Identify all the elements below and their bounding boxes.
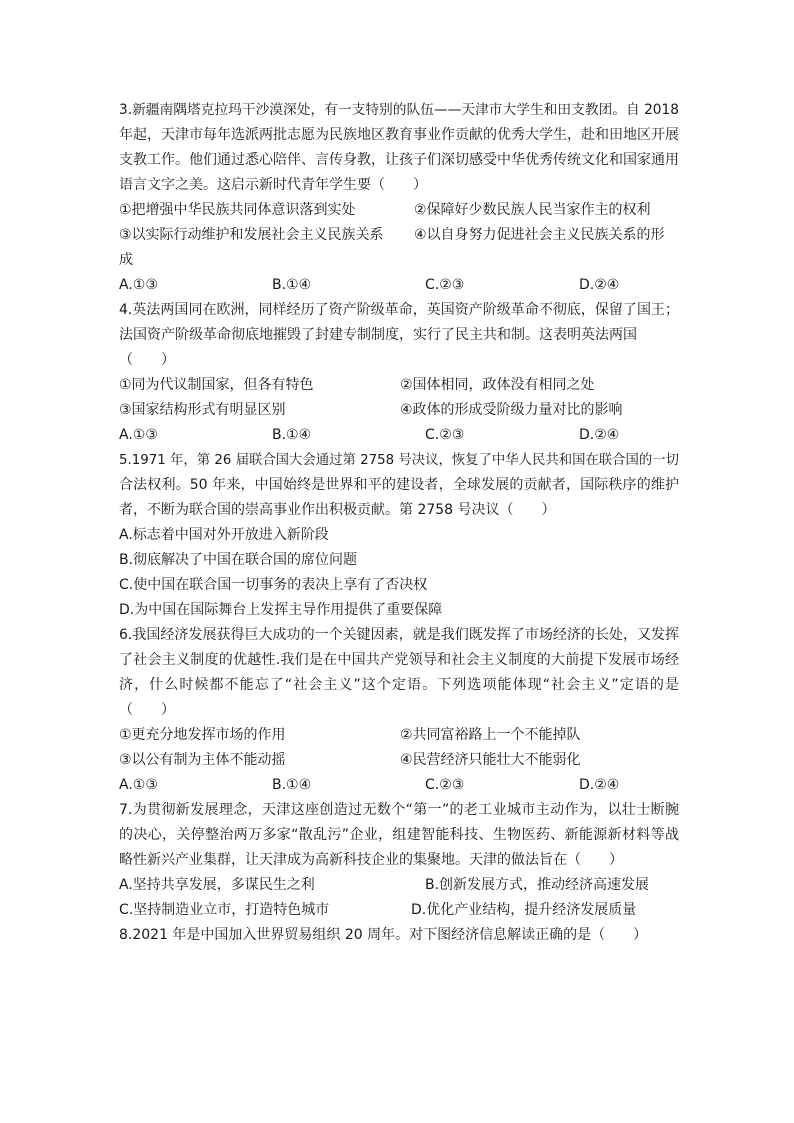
q3-statement-4: ④以自身努力促进社会主义民族关系的形 — [414, 227, 665, 243]
q5-option-b: B.彻底解决了中国在联合国的席位问题 — [119, 552, 358, 568]
q4-statement-3: ③国家结构形式有明显区别 — [119, 402, 286, 418]
q3-choice-c: C.②③ — [425, 277, 465, 293]
q6-stem-line-1: 6.我国经济发展获得巨大成功的一个关键因素，就是我们既发挥了市场经济的长处，又发挥 — [119, 627, 679, 643]
q3-stem-line-1: 3.新疆南隅塔克拉玛干沙漠深处，有一支特别的队伍——天津市大学生和田支教团。自 2018 — [119, 102, 679, 118]
q6-stem-line-3: 济，什么时候都不能忘了“社会主义”这个定语。下列选项能体现“社会主义”定语的是 — [119, 677, 679, 693]
q5-option-a: A.标志着中国对外开放进入新阶段 — [119, 527, 329, 543]
q3-stem-line-3: 支教工作。他们通过悉心陪伴、言传身教，让孩子们深切感受中华优秀传统文化和国家通用 — [119, 152, 679, 168]
q3-stem-line-4: 语言文字之美。这启示新时代青年学生要（ ） — [119, 177, 427, 193]
q3-statement-4-cont: 成 — [119, 252, 133, 268]
q6-statement-4: ④民营经济只能壮大不能弱化 — [400, 752, 581, 768]
q7-stem-line-3: 略性新兴产业集群，让天津成为高新科技企业的集聚地。天津的做法旨在（ ） — [119, 852, 623, 868]
q5-stem-line-2: 合法权利。50 年来，中国始终是世界和平的建设者，全球发展的贡献者，国际秩序的维护 — [119, 477, 679, 493]
q5-option-d: D.为中国在国际舞台上发挥主导作用提供了重要保障 — [119, 602, 443, 618]
q3-choice-d: D.②④ — [579, 277, 620, 293]
q6-statement-2: ②共同富裕路上一个不能掉队 — [400, 727, 581, 743]
q6-choice-a: A.①③ — [119, 777, 158, 793]
q3-choice-a: A.①③ — [119, 277, 158, 293]
q7-option-a: A.坚持共享发展，多谋民生之利 — [119, 877, 315, 893]
q3-stem-line-2: 年起，天津市每年选派两批志愿为民族地区教育事业作贡献的优秀大学生，赴和田地区开展 — [119, 127, 679, 143]
q6-choice-d: D.②④ — [579, 777, 620, 793]
q4-stem-line-1: 4.英法两国同在欧洲，同样经历了资产阶级革命，英国资产阶级革命不彻底，保留了国王； — [119, 302, 679, 318]
q6-statement-1: ①更充分地发挥市场的作用 — [119, 727, 286, 743]
q5-stem-line-3: 者，不断为联合国的崇高事业作出积极贡献。第 2758 号决议（ ） — [119, 502, 556, 518]
q4-statement-4: ④政体的形成受阶级力量对比的影响 — [400, 402, 623, 418]
q6-stem-line-2: 了社会主义制度的优越性.我们是在中国共产党领导和社会主义制度的大前提下发展市场经 — [119, 652, 679, 668]
q4-statement-2: ②国体相同，政体没有相同之处 — [400, 377, 595, 393]
q4-choice-d: D.②④ — [579, 427, 620, 443]
q3-statement-2: ②保障好少数民族人民当家作主的权利 — [414, 202, 651, 218]
q8-stem-line-1: 8.2021 年是中国加入世界贸易组织 20 周年。对下图经济信息解读正确的是（ ） — [119, 927, 648, 943]
q4-choice-b: B.①④ — [272, 427, 312, 443]
q7-option-c: C.坚持制造业立市，打造特色城市 — [119, 902, 330, 918]
q7-stem-line-1: 7.为贯彻新发展理念，天津这座创造过无数个“第一”的老工业城市主动作为，以壮士断腕 — [119, 802, 679, 818]
q5-option-c: C.使中国在联合国一切事务的表决上享有了否决权 — [119, 577, 428, 593]
q6-stem-line-4: （ ） — [119, 702, 175, 718]
q4-choice-c: C.②③ — [425, 427, 465, 443]
q7-option-d: D.优化产业结构，提升经济发展质量 — [411, 902, 637, 918]
q4-stem-line-3: （ ） — [119, 352, 175, 368]
q7-stem-line-2: 的决心，关停整治两万多家“散乱污”企业，组建智能科技、生物医药、新能源新材料等战 — [119, 827, 679, 843]
q3-statement-1: ①把增强中华民族共同体意识落到实处 — [119, 202, 356, 218]
q3-statement-3: ③以实际行动维护和发展社会主义民族关系 — [119, 227, 384, 243]
q4-statement-1: ①同为代议制国家，但各有特色 — [119, 377, 314, 393]
q6-choice-c: C.②③ — [425, 777, 465, 793]
q7-option-b: B.创新发展方式，推动经济高速发展 — [425, 877, 650, 893]
q6-statement-3: ③以公有制为主体不能动摇 — [119, 752, 286, 768]
q4-stem-line-2: 法国资产阶级革命彻底地摧毁了封建专制制度，实行了民主共和制。这表明英法两国 — [119, 327, 637, 343]
q5-stem-line-1: 5.1971 年，第 26 届联合国大会通过第 2758 号决议，恢复了中华人民共和国在联合国的一切 — [119, 453, 679, 468]
q3-choice-b: B.①④ — [272, 277, 312, 293]
q4-choice-a: A.①③ — [119, 427, 158, 443]
q6-choice-b: B.①④ — [272, 777, 312, 793]
